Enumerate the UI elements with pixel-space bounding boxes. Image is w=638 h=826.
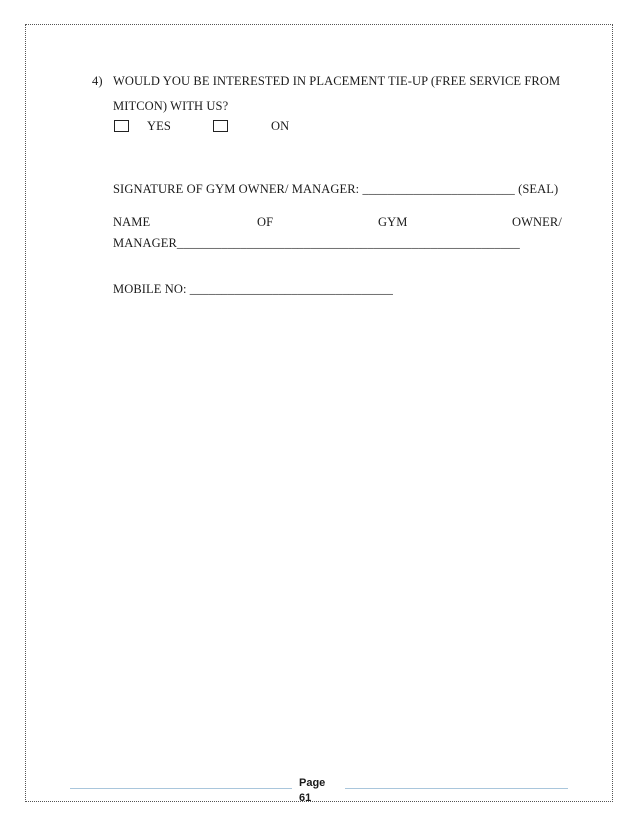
page-border bbox=[25, 24, 613, 802]
footer-rule-left bbox=[70, 788, 292, 789]
page-label: Page bbox=[299, 777, 326, 789]
page-number bbox=[299, 776, 339, 806]
name-label-word-gym: GYM bbox=[378, 215, 408, 229]
yes-checkbox[interactable] bbox=[114, 120, 129, 132]
question-text-line2: MITCON) WITH US? bbox=[113, 99, 229, 113]
mobile-line: MOBILE NO: ________________________________ bbox=[113, 282, 393, 296]
name-label-word-name: NAME bbox=[113, 215, 151, 229]
question-number: 4) bbox=[92, 74, 103, 88]
name-label-word-of: OF bbox=[257, 215, 274, 229]
yes-label: YES bbox=[147, 119, 171, 133]
footer-rule-right bbox=[345, 788, 568, 789]
page-number-value: 61 bbox=[299, 792, 312, 804]
manager-line: MANAGER______________________________________________________ bbox=[113, 236, 520, 250]
no-label: ON bbox=[271, 119, 290, 133]
signature-line: SIGNATURE OF GYM OWNER/ MANAGER: ________________________ (SEAL) bbox=[113, 182, 559, 196]
no-checkbox[interactable] bbox=[213, 120, 228, 132]
name-label-word-owner: OWNER/ bbox=[512, 215, 562, 229]
question-text-line1: WOULD YOU BE INTERESTED IN PLACEMENT TIE-UP (FREE SERVICE FROM bbox=[113, 74, 561, 88]
